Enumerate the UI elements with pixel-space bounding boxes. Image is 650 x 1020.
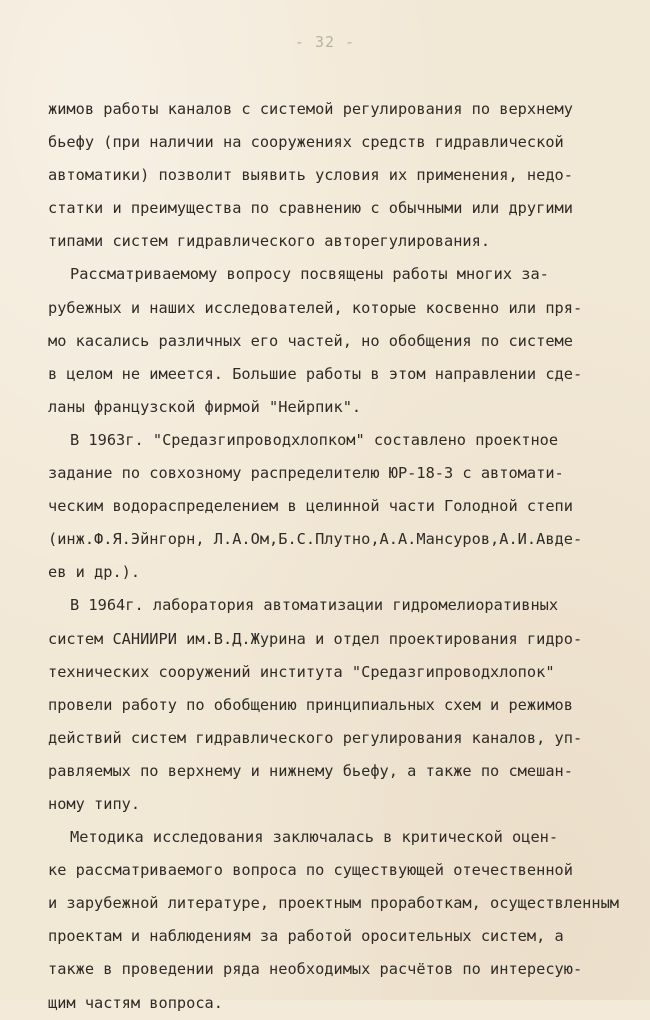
text-line: типами систем гидравлического авторегулирования. xyxy=(48,232,491,251)
text-line: проектам и наблюдениям за работой оросительных систем, а xyxy=(48,927,564,946)
text-line: также в проведении ряда необходимых расчётов по интересую- xyxy=(48,960,583,979)
text-line: ке рассматриваемого вопроса по существующей отечественной xyxy=(48,861,573,880)
text-line: равляемых по верхнему и нижнему бьефу, а также по смешан- xyxy=(48,761,573,780)
text-line: систем САНИИРИ им.В.Д.Журина и отдел проектирования гидро- xyxy=(48,629,583,648)
paragraph xyxy=(48,424,628,589)
text-line: действий систем гидравлического регулирования каналов, уп- xyxy=(48,728,583,747)
text-line: Рассматриваемому вопросу посвящены работы многих за- xyxy=(70,265,549,284)
text-line: бьефу (при наличии на сооружениях средств гидравлической xyxy=(48,133,564,152)
page-number: - 32 - xyxy=(294,33,356,51)
text-line: технических сооружений института "Средазгипроводхлопок" xyxy=(48,662,555,681)
text-line: щим частям вопроса. xyxy=(48,993,223,1012)
paragraph xyxy=(48,93,628,258)
text-line: и зарубежной литературе, проектным проработкам, осуществленным xyxy=(48,894,619,913)
text-line: ланы французской фирмой "Нейрпик". xyxy=(48,397,362,416)
text-line: Методика исследования заключалась в критической оцен- xyxy=(70,828,559,847)
text-line: ев и др.). xyxy=(48,563,141,582)
text-line: жимов работы каналов с системой регулирования по верхнему xyxy=(48,100,573,118)
text-line: В 1964г. лаборатория автоматизации гидромелиоративных xyxy=(70,596,559,615)
text-line: провели работу по обобщению принципиальных схем и режимов xyxy=(48,695,573,714)
text-line: рубежных и наших исследователей, которые косвенно или пря- xyxy=(48,298,583,317)
document-body xyxy=(48,93,628,1020)
text-line: (инж.Ф.Я.Эйнгорн, Л.А.Ом,Б.С.Плутно,А.А.Мансуров,А.И.Авде- xyxy=(48,530,583,549)
paragraph xyxy=(48,589,628,821)
text-line: в целом не имеется. Большие работы в этом направлении сде- xyxy=(48,364,583,383)
text-line: мо касались различных его частей, но обобщения по системе xyxy=(48,331,573,350)
text-line: статки и преимущества по сравнению с обычными или другими xyxy=(48,199,573,218)
text-line: ческим водораспределением в целинной части Голодной степи xyxy=(48,497,573,516)
paragraph xyxy=(48,821,628,1020)
text-line: В 1963г. "Средазгипроводхлопком" составлено проектное xyxy=(70,430,559,449)
text-line: задание по совхозному распределителю ЮР-18-3 с автомати- xyxy=(48,464,564,483)
text-line: ному типу. xyxy=(48,794,141,813)
paragraph xyxy=(48,258,628,423)
text-line: автоматики) позволит выявить условия их применения, недо- xyxy=(48,166,573,185)
